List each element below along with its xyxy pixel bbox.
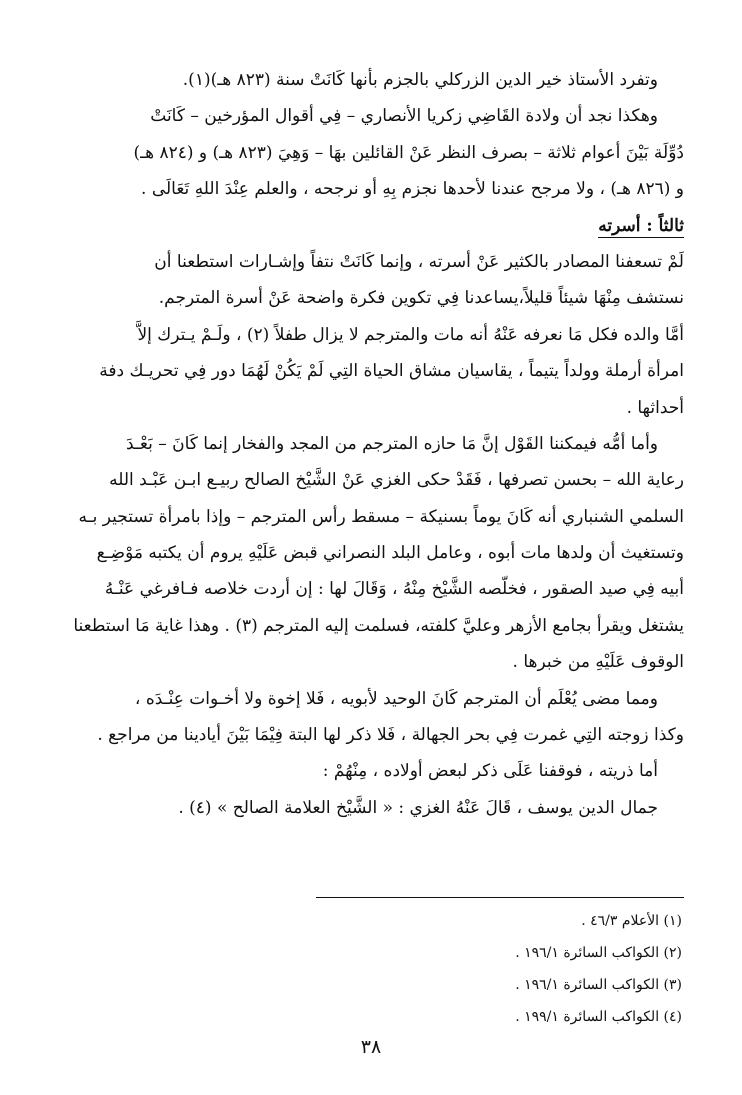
- text-line-content: يشتغل ويقرأ بجامع الأزهر وعليَّ كلفته، فسلمت إليه المترجم (٣) . وهذا غاية مَا استطعنا: [73, 615, 684, 636]
- section-heading: [58, 208, 684, 244]
- text-line: [58, 499, 684, 535]
- text-line: [58, 135, 684, 171]
- text-line: [58, 171, 684, 207]
- text-line-content: لَمْ تسعفنا المصادر بالكثير عَنْ أسرته ، وإنما كَانَتْ نتفاً وإشـارات استطعنا أن: [154, 251, 684, 272]
- text-line: [58, 62, 684, 98]
- text-line: [58, 753, 684, 789]
- text-line-content: أحداثها .: [626, 397, 684, 418]
- footnote: (٤) الكواكب السائرة ١٩٩/١ .: [515, 1009, 682, 1025]
- footnote-divider: [316, 897, 684, 898]
- text-line-content: أمَّا والده فكل مَا نعرفه عَنْهُ أنه مات والمترجم لا يزال طفلاً (٢) ، ولَـمْ يـترك إلاَّ: [137, 324, 684, 345]
- text-line: [58, 608, 684, 644]
- text-line: [58, 353, 684, 389]
- text-line: [58, 244, 684, 280]
- footnote: (١) الأعلام ٤٦/٣ .: [581, 913, 682, 929]
- footnotes: [282, 905, 682, 1033]
- text-line: [58, 717, 684, 753]
- section-heading-text: ثالثاً : أسرته: [598, 215, 684, 236]
- text-line-content: وهكذا نجد أن ولادة القَاضِي زكريا الأنصاري – فِي أقوال المؤرخين – كَانَتْ: [150, 106, 658, 127]
- text-line: [58, 426, 684, 462]
- text-line: [58, 644, 684, 680]
- text-line-content: دُوِّلَة بَيْنَ أعوام ثلاثة – بصرف النظر عَنْ القائلين بهَا – وَهِيَ (٨٢٣ هـ) و (٨٢٤ هـ): [133, 142, 684, 163]
- text-line-content: السلمي الشنباري أنه كَانَ يوماً بسنيكة – مسقط رأس المترجم – وإذا بامرأة تستجير بـه: [78, 506, 684, 527]
- text-line: [58, 571, 684, 607]
- text-line-content: ومما مضى يُعْلَم أن المترجم كَانَ الوحيد لأبويه ، فَلا إخوة ولا أخـوات عِنْـدَه ،: [134, 688, 658, 709]
- text-line: [58, 98, 684, 134]
- text-line-content: أبيه فِي صيد الصقور ، فخلّصه الشَّيْخ مِنْهُ ، وَقَالَ لها : إن أردت خلاصه فـافرغي عَنْـهُ: [104, 579, 684, 600]
- text-line-content: وتستغيث أن ولدها مات أبوه ، وعامل البلد النصراني قبض عَلَيْهِ يروم أن يكتبه مَوْضِـع: [96, 543, 684, 564]
- text-line-content: رعاية الله – بحسن تصرفها ، فَقَدْ حكى الغزي عَنْ الشَّيْخ الصالح ربيـع ابـن عَبْـد الله: [109, 470, 684, 491]
- text-line-content: و (٨٢٦ هـ) ، ولا مرجح عندنا لأحدها نجزم بِهِ أو نرجحه ، والعلم عِنْدَ اللهِ تَعَالَى .: [141, 179, 684, 200]
- text-line-content: وأما أمُّه فيمكننا القَوْل إنَّ مَا حازه المترجم من المجد والفخار إنما كَانَ – بَعْـدَ: [125, 433, 658, 454]
- page-number: ٣٨: [360, 1036, 382, 1058]
- text-line-content: الوقوف عَلَيْهِ من خبرها .: [512, 652, 684, 673]
- text-line: [58, 681, 684, 717]
- text-line-content: امرأة أرملة وولداً يتيماً ، يقاسيان مشاق الحياة التِي لَمْ يَكُنْ لَهُمَا دور فِي تحريـك دفة: [99, 361, 684, 382]
- text-line: [58, 280, 684, 316]
- footnote: (٢) الكواكب السائرة ١٩٦/١ .: [515, 945, 682, 961]
- text-line-content: وكذا زوجته التِي غمرت فِي بحر الجهالة ، فَلا ذكر لها البتة فِيْمَا بَيْنَ أيادينا من مراجع .: [97, 725, 684, 746]
- text-line-content: وتفرد الأستاذ خير الدين الزركلي بالجزم بأنها كَانَتْ سنة (٨٢٣ هـ)(١).: [182, 70, 658, 90]
- text-line-content: نستشف مِنْهَا شيئاً قليلاً،يساعدنا فِي تكوين فكرة واضحة عَنْ أسرة المترجم.: [158, 288, 684, 309]
- text-line: [58, 790, 684, 826]
- text-line: [58, 535, 684, 571]
- text-line: [58, 317, 684, 353]
- text-line-content: أما ذريته ، فوقفنا عَلَى ذكر لبعض أولاده ، مِنْهُمْ :: [322, 761, 658, 782]
- text-line: [58, 390, 684, 426]
- body-text: [58, 62, 684, 826]
- text-line: [58, 462, 684, 498]
- text-line-content: جمال الدين يوسف ، قَالَ عَنْهُ الغزي : « الشَّيْخ العلامة الصالح » (٤) .: [178, 797, 658, 818]
- footnote: (٣) الكواكب السائرة ١٩٦/١ .: [515, 977, 682, 993]
